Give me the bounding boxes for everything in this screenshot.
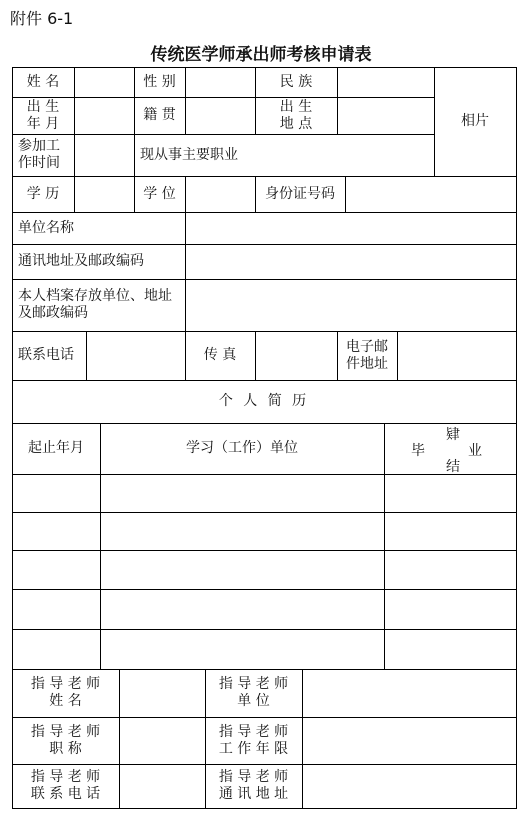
label-mentor-unit: 指 导 老 师 单 位: [218, 676, 289, 709]
label-address: 通讯地址及邮政编码: [18, 253, 144, 269]
birth-place-field[interactable]: [338, 98, 434, 134]
status-char-top: 肄: [446, 427, 460, 443]
name-field[interactable]: [75, 68, 134, 97]
work-start-field[interactable]: [75, 135, 134, 176]
photo-box[interactable]: 相片: [461, 113, 489, 129]
degree-field[interactable]: [186, 177, 255, 212]
status-char-left: 毕: [411, 443, 425, 459]
mentor-name-field[interactable]: [120, 670, 205, 717]
label-mentor-years: 指 导 老 师 工 作 年 限: [218, 723, 289, 757]
resume-row-1-unit[interactable]: [101, 475, 384, 512]
label-mentor-title: 指 导 老 师 职 称: [30, 723, 101, 757]
label-gender: 性 别: [143, 73, 176, 90]
resume-row-2-period[interactable]: [13, 513, 100, 550]
mentor-address-field[interactable]: [303, 765, 516, 808]
resume-row-2-status[interactable]: [385, 513, 516, 550]
resume-row-3-period[interactable]: [13, 551, 100, 589]
ethnicity-field[interactable]: [338, 68, 434, 97]
email-field[interactable]: [398, 332, 516, 380]
label-mentor-address: 指 导 老 师 通 讯 地 址: [218, 769, 289, 802]
status-char-right: 业: [468, 443, 482, 459]
resume-header-period: 起止年月: [28, 440, 84, 456]
resume-row-5-unit[interactable]: [101, 630, 384, 669]
label-name: 姓 名: [26, 73, 60, 90]
employer-field[interactable]: [186, 213, 516, 244]
fax-field[interactable]: [256, 332, 337, 380]
label-education: 学 历: [26, 185, 60, 202]
label-mentor-phone: 指 导 老 师 联 系 电 话: [30, 769, 101, 802]
resume-row-5-status[interactable]: [385, 630, 516, 669]
resume-row-2-unit[interactable]: [101, 513, 384, 550]
resume-row-5-period[interactable]: [13, 630, 100, 669]
resume-row-4-status[interactable]: [385, 590, 516, 629]
label-work-start: 参加工 作时间: [18, 138, 60, 171]
label-native-place: 籍 贯: [143, 107, 176, 123]
archive-field[interactable]: [186, 280, 516, 331]
label-birth-date: 出 生 年 月: [26, 98, 60, 132]
label-employer: 单位名称: [18, 219, 74, 236]
mentor-phone-field[interactable]: [120, 765, 205, 808]
resume-header-unit: 学习（工作）单位: [186, 440, 298, 456]
form-title: 传统医学师承出师考核申请表: [150, 45, 372, 65]
status-char-bottom: 结: [446, 459, 460, 475]
resume-row-4-period[interactable]: [13, 590, 100, 629]
current-job-field[interactable]: [276, 135, 434, 176]
resume-row-1-period[interactable]: [13, 475, 100, 512]
label-fax: 传 真: [203, 347, 237, 363]
annex-label: 附件 6-1: [10, 9, 74, 28]
label-mentor-name: 指 导 老 师 姓 名: [30, 676, 101, 709]
birth-date-field[interactable]: [75, 98, 134, 134]
resume-row-3-unit[interactable]: [101, 551, 384, 589]
label-birth-place: 出 生 地 点: [279, 98, 313, 132]
resume-row-4-unit[interactable]: [101, 590, 384, 629]
resume-section-title: 个 人 简 历: [218, 393, 310, 409]
label-degree: 学 位: [143, 185, 176, 202]
id-number-field[interactable]: [346, 177, 516, 212]
resume-row-3-status[interactable]: [385, 551, 516, 589]
mentor-years-field[interactable]: [303, 718, 516, 764]
gender-field[interactable]: [186, 68, 255, 97]
label-id-number: 身份证号码: [265, 185, 335, 202]
education-field[interactable]: [75, 177, 134, 212]
label-phone: 联系电话: [18, 347, 74, 363]
resume-header-status: [384, 423, 516, 474]
mentor-unit-field[interactable]: [303, 670, 516, 717]
label-archive: 本人档案存放单位、地址 及邮政编码: [18, 288, 172, 321]
address-field[interactable]: [186, 245, 516, 279]
mentor-title-field[interactable]: [120, 718, 205, 764]
label-email: 电子邮 件地址: [346, 338, 388, 372]
phone-field[interactable]: [87, 332, 185, 380]
native-place-field[interactable]: [186, 98, 255, 134]
label-ethnicity: 民 族: [279, 73, 313, 90]
label-current-job: 现从事主要职业: [140, 146, 238, 163]
resume-row-1-status[interactable]: [385, 475, 516, 512]
